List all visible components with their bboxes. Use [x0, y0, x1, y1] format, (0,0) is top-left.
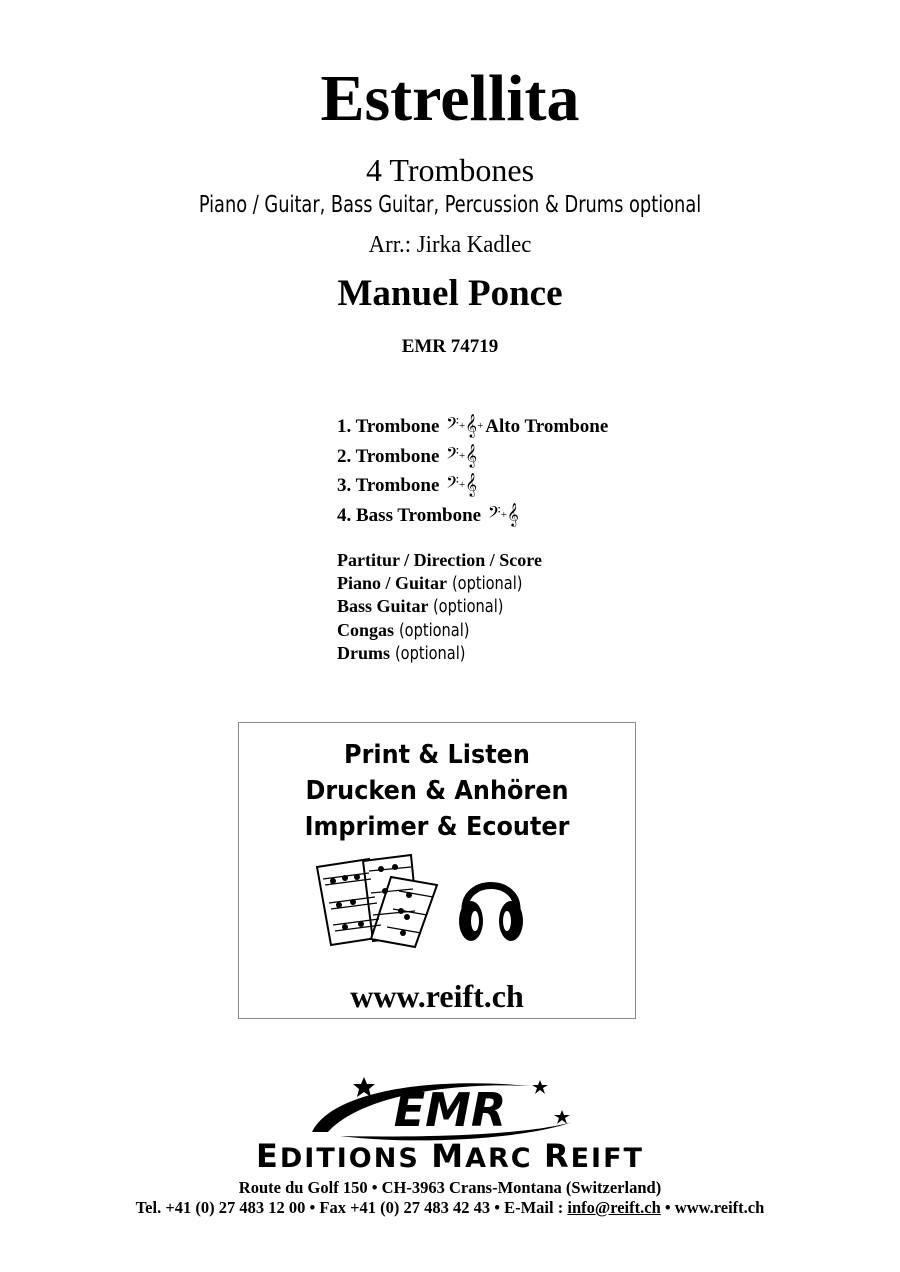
clef-icons: 𝄢+𝄞 [487, 503, 519, 526]
sheet-music-icon [317, 855, 437, 947]
extra-item: Piano / Guitar (optional) [337, 572, 522, 594]
headphones-icon [459, 886, 523, 942]
promo-line-fr: Imprimer & Ecouter [304, 812, 570, 842]
parts-list [337, 412, 608, 530]
ensemble-subtitle: 4 Trombones [365, 152, 535, 188]
part-item [337, 501, 608, 531]
emr-logo [300, 1074, 600, 1144]
bass-clef-icon: 𝄢 [446, 415, 460, 437]
clef-icons: 𝄢+𝄞+ [446, 415, 484, 437]
part-label: 1. Trombone [337, 416, 440, 437]
clef-icons: 𝄢+𝄞 [446, 444, 478, 467]
treble-clef-icon: 𝄞 [506, 503, 519, 526]
bass-clef-icon: 𝄢 [446, 444, 460, 467]
instrumentation-line: Piano / Guitar, Bass Guitar, Percussion & Drums optional [198, 192, 702, 218]
promo-url[interactable]: www.reift.ch [350, 978, 524, 1014]
part-label: 2. Trombone [337, 445, 440, 467]
part-label: 4. Bass Trombone [337, 504, 482, 526]
treble-clef-icon: 𝄞 [465, 444, 478, 467]
treble-clef-icon: 𝄞 [465, 415, 478, 437]
composer-name: Manuel Ponce [337, 273, 563, 314]
extras-list [337, 549, 546, 666]
publisher-contact: Tel. +41 (0) 27 483 12 00 • Fax +41 (0) 27 483 42 43 • E-Mail : info@reift.ch • www.reift.ch [135, 1198, 765, 1217]
bass-clef-icon: 𝄢 [487, 503, 501, 526]
part-item [337, 412, 608, 442]
promo-line-de: Drucken & Anhören [305, 776, 569, 806]
catalog-number: EMR 74719 [401, 336, 499, 357]
print-listen-box[interactable] [238, 722, 636, 1019]
part-item [337, 471, 608, 501]
bass-clef-icon: 𝄢 [446, 474, 460, 496]
email-link[interactable]: info@reift.ch [567, 1198, 661, 1217]
logo-text: EMR [393, 1083, 507, 1137]
publisher-name: EDITIONS MARC REIFT [256, 1137, 644, 1175]
part-label: 3. Trombone [337, 475, 440, 496]
arranger-credit: Arr.: Jirka Kadlec [368, 232, 532, 258]
part-item [337, 442, 608, 472]
extra-item: Bass Guitar (optional) [337, 596, 504, 618]
treble-clef-icon: 𝄞 [465, 474, 478, 496]
extra-item: Congas (optional) [337, 619, 469, 641]
extra-item: Partitur / Direction / Score [337, 550, 542, 570]
part-suffix: Alto Trombone [485, 416, 609, 437]
extra-item: Drums (optional) [337, 643, 465, 665]
publisher-address: Route du Golf 150 • CH-3963 Crans-Montana (Switzerland) [238, 1178, 662, 1197]
clef-icons: 𝄢+𝄞 [446, 474, 478, 496]
promo-line-en: Print & Listen [344, 740, 530, 770]
score-title: Estrellita [320, 62, 580, 135]
promo-illustration [311, 851, 531, 951]
